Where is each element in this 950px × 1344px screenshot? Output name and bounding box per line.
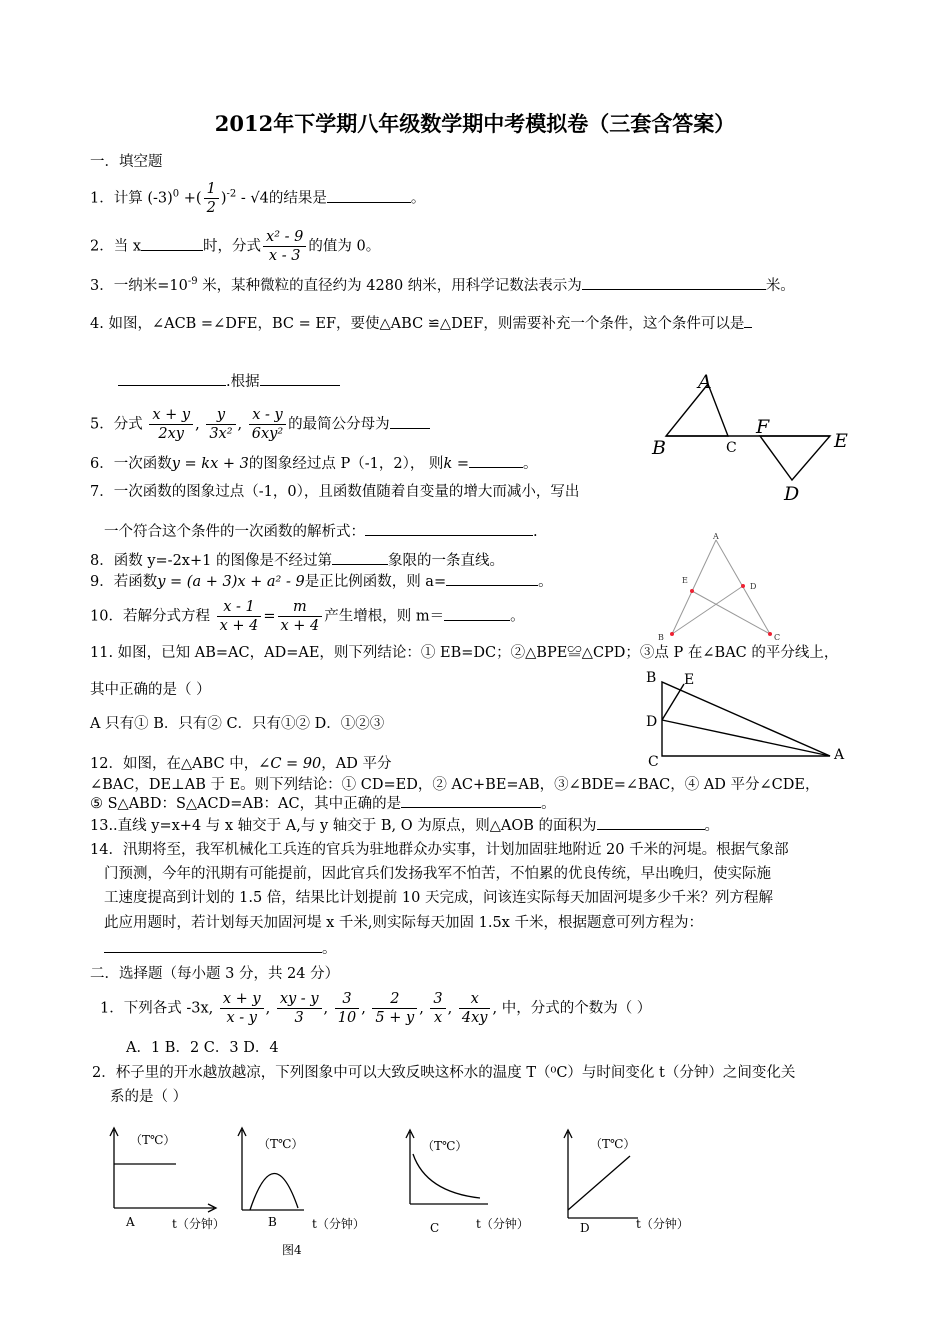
graph-b-ylabel: （T℃） <box>258 1137 304 1151</box>
question-14-line3: 工速度提高到计划的 1.5 倍，结果比计划提前 10 天完成，问该连实际每天加固河堤多少千米？列方程解 <box>104 890 773 906</box>
graph-a-ylabel: （T℃） <box>130 1133 176 1147</box>
question-11: 11. 如图，已知 AB=AC，AD=AE，则下列结论：① EB=DC；②△BPE≌△CPD；③点 P 在∠BAC 的平分线上， <box>90 645 839 661</box>
question-12-line3: ⑤ S△ABD：S△ACD=AB：AC，其中正确的是 。 <box>90 796 556 812</box>
question-13: 13..直线 y=x+4 与 x 轴交于 A,与 y 轴交于 B, O 为原点，则△AOB 的面积为 。 <box>90 818 720 834</box>
label-a: A <box>698 371 712 393</box>
label-b: B <box>646 670 657 686</box>
question-14: 14．汛期将至，我军机械化工兵连的官兵为驻地群众办实事，计划加固驻地附近 20 千米的河堤。根据气象部 <box>90 842 789 858</box>
question-4-line2: .根据 <box>118 370 340 391</box>
answer-blank-6[interactable] <box>469 455 523 468</box>
question-14-line2: 门预测，今年的汛期有可能提前，因此官兵们发扬我军不怕苦，不怕累的优良传统，早出晚归，使实际施 <box>104 866 771 882</box>
question-1: 1．计算 $(-3)^0$ +( $\frac{1}{2}$ )$^{-2}$ - √4的结果是 。 <box>90 181 426 216</box>
question-4: 4. 如图，∠ACB =∠DFE，BC = EF，要使△ABC ≌△DEF，则需要补充一个条件，这个条件可以是 <box>90 312 752 333</box>
label-e: E <box>682 576 688 585</box>
page-title: 2012年下学期八年级数学期中考模拟卷（三套含答案） <box>214 111 736 136</box>
figure-isosceles <box>650 530 790 642</box>
label-d: D <box>646 714 658 730</box>
triangle-abc <box>666 384 728 436</box>
choice-2-line2: 系的是（ ） <box>110 1089 188 1105</box>
question-7: 7．一次函数的图象过点（-1，0），且函数值随着自变量的增大而减小，写出 <box>90 484 580 500</box>
triangle-def <box>760 436 830 480</box>
question-12-line2: ∠BAC，DE⊥AB 于 E。则下列结论：① CD=ED，② AC+BE=AB，③∠BDE=∠BAC，④ AD 平分∠CDE， <box>90 777 820 793</box>
graph-d-ylabel: （T℃） <box>590 1137 636 1151</box>
graph-c-xlabel: t（分钟） <box>476 1217 529 1231</box>
label-c: C <box>774 633 781 642</box>
question-11-options: A 只有① B．只有② C．只有①② D．①②③ <box>90 716 385 732</box>
label-b: B <box>658 633 664 642</box>
label-c: C <box>648 754 659 770</box>
question-3: 3．一纳米$=10^{-9}$ 米，某种微粒的直径约为 4280 纳米，用科学记数法表示为 米。 <box>90 276 795 294</box>
answer-blank-8[interactable] <box>332 552 388 565</box>
graph-c-ylabel: （T℃） <box>422 1139 468 1153</box>
question-12: 12．如图，在△ABC 中，∠C = 90，AD 平分 <box>90 756 392 772</box>
label-d: D <box>784 483 800 505</box>
graph-c-curve <box>413 1154 480 1198</box>
answer-blank-2[interactable] <box>141 238 203 251</box>
label-a: A <box>713 532 719 541</box>
graph-b-curve <box>250 1173 298 1210</box>
graph-d-xlabel: t（分钟） <box>636 1217 689 1231</box>
graph-b-xlabel: t（分钟） <box>312 1217 365 1231</box>
answer-blank-4a[interactable] <box>118 373 226 386</box>
answer-blank-4b[interactable] <box>260 373 340 386</box>
answer-blank-1[interactable] <box>327 190 411 203</box>
answer-blank-12[interactable] <box>401 795 541 808</box>
answer-blank-3[interactable] <box>582 277 766 290</box>
question-6: 6．一次函数y = kx + 3的图象经过点 P（-1，2）， 则k = 。 <box>90 456 538 472</box>
graph-c-label: C <box>430 1221 440 1235</box>
choice-2: 2．杯子里的开水越放越凉，下列图象中可以大致反映这杯水的温度 T（⁰C）与时间变化 t（分钟）之间变化关 <box>92 1065 796 1081</box>
question-14-line5: 。 <box>104 937 337 958</box>
question-11-line2: 其中正确的是（ ） <box>90 682 211 698</box>
question-5: 5．分式 $\frac{x + y}{2xy}$ , $\frac{y}{\text{3x²}}$ , $\frac{x - y}{\text{6xy²}}$ 的最简公分母为 <box>90 406 430 443</box>
choice-1-options: A．1 B．2 C．3 D．4 <box>126 1040 279 1056</box>
question-9: 9．若函数y = (a + 3)x + a² - 9是正比例函数，则 a= 。 <box>90 574 553 590</box>
label-c: C <box>726 440 737 456</box>
question-14-line4: 此应用题时，若计划每天加固河堤 x 千米,则实际每天加固 1.5x 千米，根据题意可列方程为： <box>104 915 703 931</box>
graph-a-xlabel: t（分钟） <box>172 1217 225 1231</box>
question-2: 2．当 x 时，分式 $\frac{\text{x² - 9}}{x - 3}$ 的值为 0。 <box>90 229 381 264</box>
figure-congruent-triangles <box>640 368 870 508</box>
figure-temperature-graphs <box>96 1118 706 1262</box>
label-e: E <box>684 672 695 688</box>
question-10: 10．若解分式方程 $\frac{x - 1}{x + 4}$ = $\frac{m}{x + 4}$ 产生增根，则 m＝ 。 <box>90 599 525 634</box>
figure-caption: 图4 <box>282 1243 302 1257</box>
graph-d-curve <box>568 1156 630 1210</box>
answer-blank-5[interactable] <box>390 416 430 429</box>
answer-blank-14[interactable] <box>104 940 322 953</box>
figure-right-triangle <box>640 668 856 772</box>
graph-d-label: D <box>580 1221 590 1235</box>
label-a: A <box>834 747 845 763</box>
section-fill-in: 一．填空题 <box>90 154 163 170</box>
question-7-line2: 一个符合这个条件的一次函数的解析式： . <box>104 524 538 540</box>
graph-b-label: B <box>268 1215 277 1229</box>
label-d: D <box>750 582 757 591</box>
answer-blank-10[interactable] <box>444 608 510 621</box>
choice-1: 1．下列各式 -3x, $\frac{x + y}{x - y}$ , $\frac{xy - y}{3}$ , $\frac{3}{10}$ , $\frac{2}{5 + y}$ , $\frac{3}{x}$ , $\frac{x}{4xy}$ , 中，分式的个数为（ ） <box>100 991 652 1026</box>
label-e: E <box>834 430 848 452</box>
label-f: F <box>756 416 770 438</box>
question-8: 8．函数 y=-2x+1 的图像是不经过第 象限的一条直线。 <box>90 553 504 569</box>
label-b: B <box>652 437 666 459</box>
graph-a-label: A <box>126 1215 135 1229</box>
section-choice: 二．选择题（每小题 3 分，共 24 分） <box>90 966 340 982</box>
answer-blank-7[interactable] <box>365 523 533 536</box>
answer-blank-9[interactable] <box>446 573 538 586</box>
answer-blank-13[interactable] <box>597 817 705 830</box>
